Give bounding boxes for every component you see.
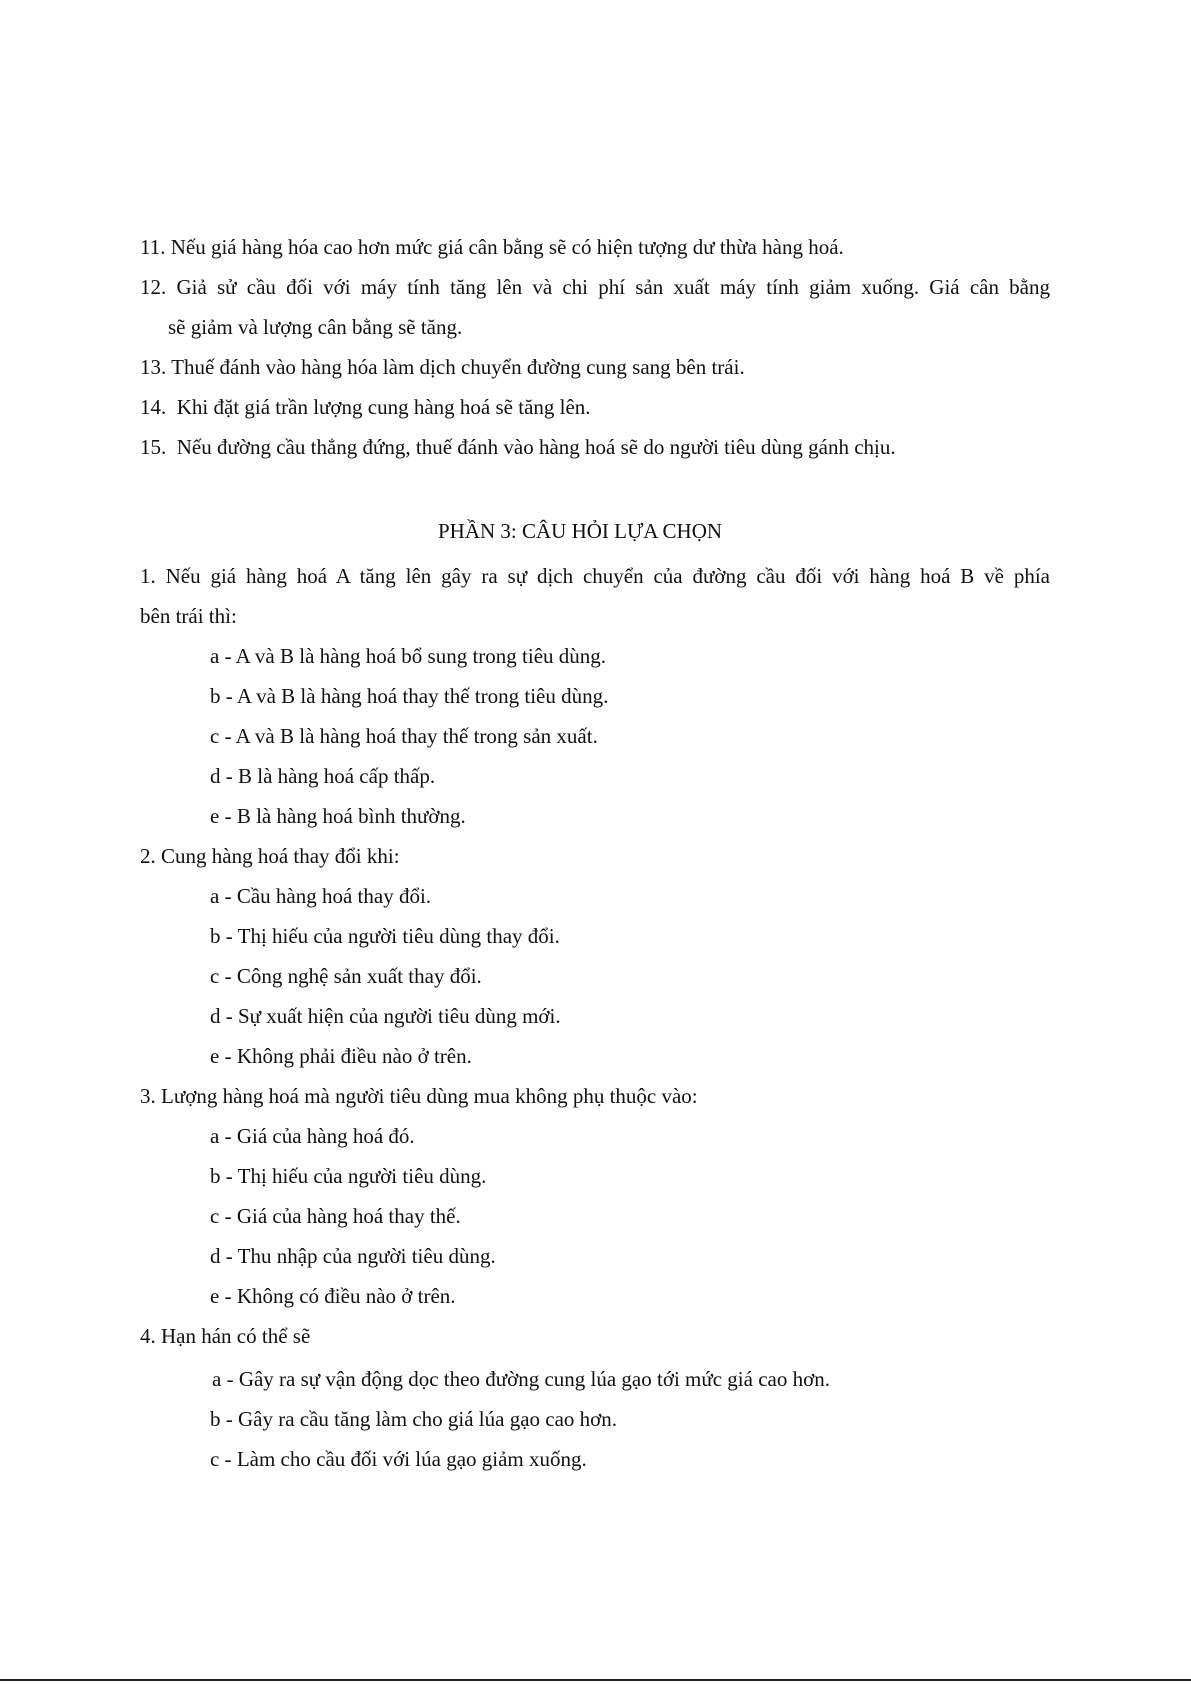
item-number: 14. (140, 395, 167, 419)
item-text: Thuế đánh vào hàng hóa làm dịch chuyển đường cung sang bên trái. (171, 355, 745, 379)
option-1a: a - A và B là hàng hoá bổ sung trong tiêu dùng. (210, 644, 607, 668)
option-1c: c - A và B là hàng hoá thay thế trong sản xuất. (210, 724, 598, 748)
option-2e: e - Không phải điều nào ở trên. (210, 1044, 472, 1068)
item-11 (140, 234, 844, 260)
option-3b: b - Thị hiếu của người tiêu dùng. (210, 1164, 487, 1188)
option-4a: a - Gây ra sự vận động dọc theo đường cung lúa gạo tới mức giá cao hơn. (212, 1367, 830, 1391)
option-3a: a - Giá của hàng hoá đó. (210, 1124, 415, 1148)
option-1d: d - B là hàng hoá cấp thấp. (210, 764, 436, 788)
item-text: Giả sử cầu đối với máy tính tăng lên và chi phí sản xuất máy tính giảm xuống. Giá cân bằng (176, 275, 1051, 299)
item-12-continued: sẽ giảm và lượng cân bằng sẽ tăng. (168, 315, 463, 339)
option-2a: a - Cầu hàng hoá thay đổi. (210, 884, 432, 908)
item-number: 11. (140, 235, 166, 259)
item-14 (140, 394, 591, 420)
section-heading: PHẦN 3: CÂU HỎI LỰA CHỌN (437, 519, 723, 543)
item-15 (140, 434, 896, 460)
question-1: 1. Nếu giá hàng hoá A tăng lên gây ra sự dịch chuyển của đường cầu đối với hàng hoá B về phía (140, 564, 1050, 588)
item-13 (140, 354, 745, 380)
item-number: 13. (140, 355, 167, 379)
option-3c: c - Giá của hàng hoá thay thế. (210, 1204, 461, 1228)
page-bottom-rule (0, 1679, 1191, 1681)
item-number: 15. (140, 435, 167, 459)
item-number: 12. (140, 275, 167, 299)
option-3d: d - Thu nhập của người tiêu dùng. (210, 1244, 496, 1268)
option-2d: d - Sự xuất hiện của người tiêu dùng mới. (210, 1004, 561, 1028)
item-text: Nếu giá hàng hóa cao hơn mức giá cân bằng sẽ có hiện tượng dư thừa hàng hoá. (170, 235, 844, 259)
question-1-continued: bên trái thì: (140, 604, 237, 628)
item-12 (140, 274, 1050, 300)
question-2: 2. Cung hàng hoá thay đổi khi: (140, 844, 400, 868)
question-3: 3. Lượng hàng hoá mà người tiêu dùng mua không phụ thuộc vào: (140, 1084, 698, 1108)
item-text: Nếu đường cầu thẳng đứng, thuế đánh vào hàng hoá sẽ do người tiêu dùng gánh chịu. (176, 435, 896, 459)
option-1e: e - B là hàng hoá bình thường. (210, 804, 466, 828)
option-2b: b - Thị hiếu của người tiêu dùng thay đổi. (210, 924, 560, 948)
question-4: 4. Hạn hán có thể sẽ (140, 1324, 311, 1348)
option-4b: b - Gây ra cầu tăng làm cho giá lúa gạo cao hơn. (210, 1407, 618, 1431)
option-2c: c - Công nghệ sản xuất thay đổi. (210, 964, 482, 988)
item-text: Khi đặt giá trần lượng cung hàng hoá sẽ tăng lên. (176, 395, 591, 419)
option-1b: b - A và B là hàng hoá thay thế trong tiêu dùng. (210, 684, 609, 708)
option-3e: e - Không có điều nào ở trên. (210, 1284, 456, 1308)
option-4c: c - Làm cho cầu đối với lúa gạo giảm xuống. (210, 1447, 587, 1471)
